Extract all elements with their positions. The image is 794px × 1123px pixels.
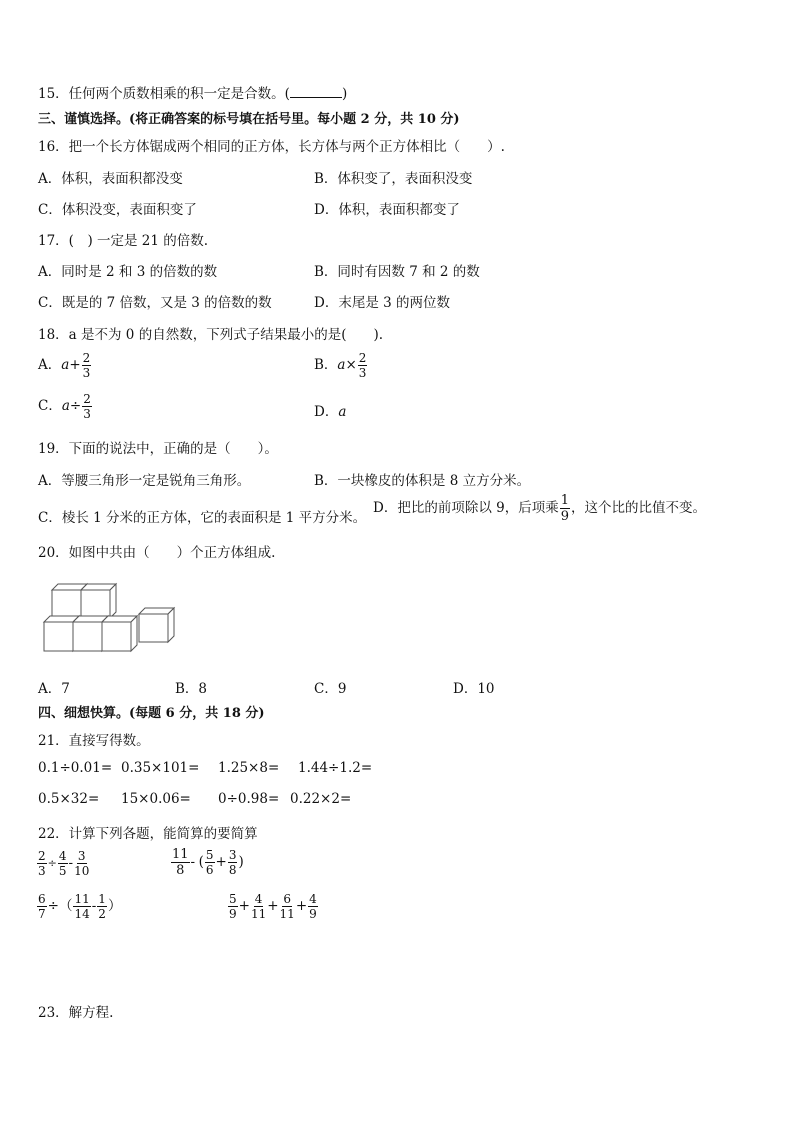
q17-stem: 17．( ) 一定是 21 的倍数. — [38, 233, 209, 249]
q18-option-c[interactable]: C．a÷ $\frac{2}{3}$ — [38, 392, 91, 421]
q16-option-a[interactable]: A．体积，表面积都没变 — [38, 171, 183, 187]
q15: 15．任何两个质数相乘的积一定是合数。( ) — [38, 86, 348, 102]
q23-stem: 23．解方程. — [38, 1005, 114, 1021]
q22-expr-4: $\frac{5}{9}$ + $\frac{4}{11}$ + $\frac{6}{11}$ + $\frac{4}{9}$ — [229, 892, 317, 921]
q19-option-b[interactable]: B．一块橡皮的体积是 8 立方分米。 — [314, 473, 531, 489]
cube-right — [139, 608, 174, 642]
q20-stem: 20．如图中共由（ ）个正方体组成. — [38, 545, 276, 561]
q20-option-d[interactable]: D．10 — [453, 681, 495, 697]
q16-option-c[interactable]: C．体积没变，表面积变了 — [38, 202, 197, 218]
q21-item: 1.44÷1.2= — [298, 760, 373, 776]
q18-option-d[interactable]: D．a — [314, 404, 347, 420]
q19-option-a[interactable]: A．等腰三角形一定是锐角三角形。 — [38, 473, 251, 489]
q20-option-c[interactable]: C．9 — [314, 681, 347, 697]
q19-stem: 19．下面的说法中，正确的是（ ）。 — [38, 441, 278, 457]
q18-option-a[interactable]: A．a+ $\frac{2}{3}$ — [38, 351, 91, 380]
q18-option-b[interactable]: B．a× $\frac{2}{3}$ — [314, 351, 367, 380]
cube-figure — [40, 582, 185, 654]
q21-item: 0.35×101= — [121, 760, 200, 776]
q16-option-b[interactable]: B．体积变了，表面积没变 — [314, 171, 473, 187]
q19-option-d[interactable]: D．把比的前项除以 9，后项乘 $\frac{1}{9}$ ，这个比的比值不变。 — [373, 493, 706, 524]
q21-item: 0.1÷0.01= — [38, 760, 113, 776]
q18-stem: 18．a 是不为 0 的自然数，下列式子结果最小的是( ). — [38, 327, 384, 343]
q17-option-c[interactable]: C．既是的 7 倍数，又是 3 的倍数的数 — [38, 295, 272, 311]
q21-item: 0÷0.98= — [218, 791, 280, 807]
q19-option-c[interactable]: C．棱长 1 分米的正方体，它的表面积是 1 平方分米。 — [38, 510, 367, 526]
q22-stem: 22．计算下列各题，能简算的要简算 — [38, 826, 258, 842]
section-4-title: 四、细想快算。(每题 6 分，共 18 分) — [38, 706, 265, 721]
q17-option-b[interactable]: B．同时有因数 7 和 2 的数 — [314, 264, 480, 280]
q17-option-a[interactable]: A．同时是 2 和 3 的倍数的数 — [38, 264, 218, 280]
q21-item: 0.5×32= — [38, 791, 100, 807]
q21-stem: 21．直接写得数。 — [38, 733, 150, 749]
q22-expr-2: $\frac{11}{8}$ - ( $\frac{5}{6}$ + $\frac{3}{8}$ ) — [172, 847, 244, 878]
q20-option-b[interactable]: B．8 — [175, 681, 208, 697]
q15-answer-blank[interactable] — [290, 85, 342, 98]
q21-item: 15×0.06= — [121, 791, 191, 807]
q22-expr-3: $\frac{6}{7}$ ÷（ $\frac{11}{14}$ - $\frac{1}{2}$ ） — [38, 892, 122, 921]
q16-stem: 16．把一个长方体锯成两个相同的正方体，长方体与两个正方体相比（ ）. — [38, 139, 505, 155]
q22-expr-1: $\frac{2}{3}$ ÷ $\frac{4}{5}$ - $\frac{3}{10}$ — [38, 849, 90, 878]
section-3-title: 三、谨慎选择。(将正确答案的标号填在括号里。每小题 2 分，共 10 分) — [38, 112, 460, 127]
q20-option-a[interactable]: A．7 — [38, 681, 70, 697]
q21-item: 1.25×8= — [218, 760, 280, 776]
q21-item: 0.22×2= — [290, 791, 352, 807]
cube-bottom-3 — [102, 616, 137, 651]
cube-top-2 — [81, 584, 116, 618]
q17-option-d[interactable]: D．末尾是 3 的两位数 — [314, 295, 450, 311]
q16-option-d[interactable]: D．体积，表面积都变了 — [314, 202, 460, 218]
